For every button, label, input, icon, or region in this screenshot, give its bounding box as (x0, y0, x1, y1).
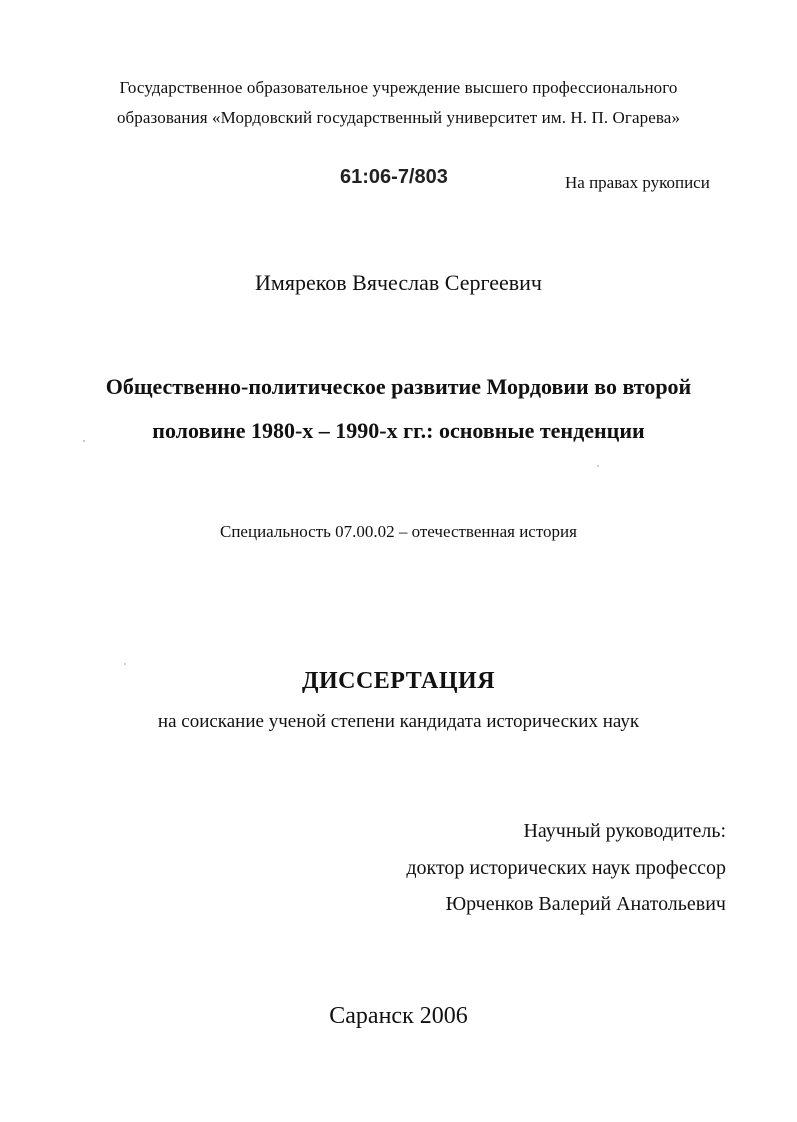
catalog-code: 61:06-7/803 (340, 166, 448, 188)
dissertation-title-line-1: Общественно-политическое развитие Мордовии во второй (105, 374, 692, 399)
scan-speck (597, 465, 599, 467)
supervisor-name: Юрченков Валерий Анатольевич (445, 893, 726, 915)
institution-line-2: образования «Мордовский государственный университет им. Н. П. Огарева» (116, 108, 681, 127)
author-name: Имяреков Вячеслав Сергеевич (255, 270, 542, 295)
supervisor-label: Научный руководитель: (523, 820, 726, 842)
scan-speck (83, 440, 85, 442)
work-type-heading: ДИССЕРТАЦИЯ (301, 668, 496, 694)
dissertation-title-line-2: половине 1980-х – 1990-х гг.: основные тенденции (152, 418, 645, 443)
institution-line-1: Государственное образовательное учреждение высшего профессионального (119, 78, 678, 97)
place-and-year: Саранск 2006 (329, 1003, 468, 1029)
degree-subtitle: на соискание ученой степени кандидата исторических наук (157, 711, 640, 732)
scan-speck (124, 663, 126, 665)
manuscript-rights-note: На правах рукописи (565, 173, 710, 192)
specialty: Специальность 07.00.02 – отечественная история (220, 522, 577, 541)
supervisor-credentials: доктор исторических наук профессор (406, 857, 726, 879)
